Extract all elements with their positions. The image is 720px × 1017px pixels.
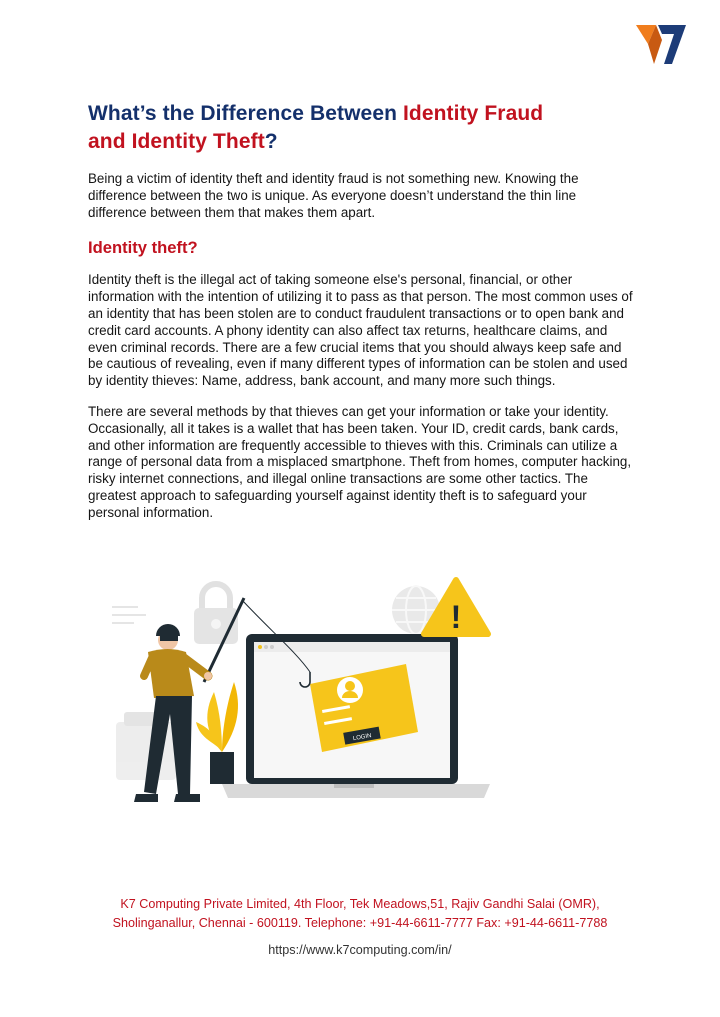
body-paragraph-2: There are several methods by that thieves can get your information or take your identity. Occasionally, all it takes is a wallet that has been taken. Your ID, credit cards, bank cards, and other information are frequently accessible to thieves with this. Criminals can utilize a range of personal data from a misplaced smartphone. Theft from homes, computer hacking, risky internet connections, and illegal online transactions are some other tactics. The greatest approach to safeguarding yourself against identity theft is to safeguard your personal information. xyxy=(88,403,632,520)
k7-logo-icon xyxy=(634,22,688,66)
phishing-illustration xyxy=(104,572,574,832)
title-highlight-2: and Identity Theft xyxy=(88,130,265,153)
body-paragraph-1: Identity theft is the illegal act of taking someone else's personal, financial, or other information with the intention of utilizing it to pass as that person. The most common uses of an identity that has been stolen are to conduct fraudulent transactions or to open bank and credit card accounts. A phony identity can also affect tax returns, healthcare claims, and even criminal records. There are a few crucial items that you should always keep safe and be cautious of revealing, even if many different types of information can be stolen and used by identity thieves: Name, address, bank account, and many more such things. xyxy=(88,272,633,389)
footer-address xyxy=(60,895,660,933)
footer-address-line-2: Sholinganallur, Chennai - 600119. Telephone: +91-44-6611-7777 Fax: +91-44-6611-7788 xyxy=(112,916,608,930)
login-button-label: LOGIN xyxy=(352,733,373,743)
intro-paragraph: Being a victim of identity theft and identity fraud is not something new. Knowing the difference between the two is unique. As everyone doesn’t understand the thin line difference between them that makes them apart. xyxy=(88,171,579,220)
title-question-mark: ? xyxy=(264,130,278,153)
section-heading: Identity theft? xyxy=(88,238,198,258)
footer-url-link[interactable]: https://www.k7computing.com/in/ xyxy=(268,943,452,957)
warning-mark: ! xyxy=(450,599,462,635)
plant xyxy=(196,682,238,784)
article-body xyxy=(88,100,636,522)
title-part1: What’s the Difference Between xyxy=(88,102,403,125)
padlock-icon xyxy=(194,584,238,644)
title-highlight-1: Identity Fraud xyxy=(402,102,544,125)
footer-address-line-1: K7 Computing Private Limited, 4th Floor, Tek Meadows,51, Rajiv Gandhi Salai (OMR), xyxy=(120,897,600,911)
page-title xyxy=(88,100,636,156)
